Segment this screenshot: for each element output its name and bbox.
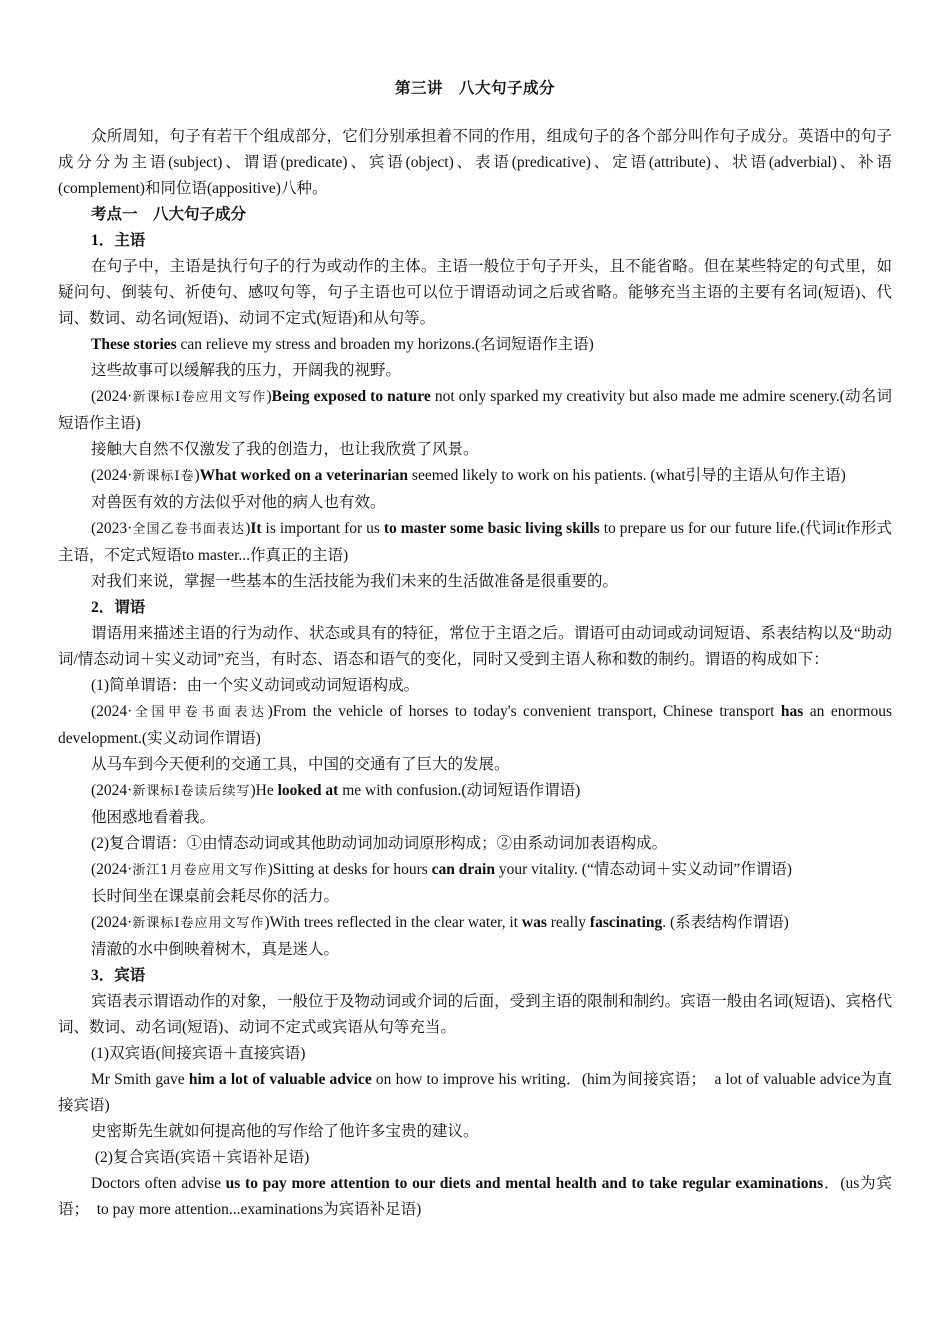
- example-text: With trees reflected in the clear water, it: [269, 914, 522, 931]
- example-text: Mr Smith gave: [91, 1071, 189, 1088]
- bold-phrase: fascinating: [589, 914, 663, 931]
- source-open: (2024·: [91, 782, 133, 799]
- predicate-example-1: [58, 699, 892, 752]
- bold-phrase: These stories: [91, 336, 177, 353]
- source-close: ): [264, 914, 270, 931]
- example-text: to prepare us for our future life.(代词it作形式主语，不定式短语to master...作真正的主语): [58, 520, 892, 564]
- example-text: really: [546, 914, 590, 931]
- subject-example-1: [58, 332, 892, 358]
- subject-example-3: [58, 463, 892, 490]
- predicate-example-3-translation: 长时间坐在课桌前会耗尽你的活力。: [91, 888, 340, 905]
- document-page: [58, 76, 892, 1223]
- bold-phrase: him a lot of valuable advice: [188, 1071, 372, 1088]
- source-label: 全国甲卷书面表达: [132, 705, 268, 720]
- source-label: 新课标Ⅰ卷: [132, 469, 195, 484]
- predicate-example-4-translation: 清澈的水中倒映着树木，真是迷人。: [91, 941, 340, 958]
- bold-phrase: What worked on a veterinarian: [199, 467, 409, 484]
- predicate-sub-1: (1)简单谓语：由一个实义动词或动词短语构成。: [91, 677, 420, 694]
- subject-example-2-translation: 接触大自然不仅激发了我的创造力，也让我欣赏了风景。: [91, 441, 479, 458]
- bold-phrase: to master some basic living skills: [383, 520, 600, 537]
- example-text: He: [255, 782, 278, 799]
- example-text: From the vehicle of horses to today's convenient transport, Chinese transport: [272, 703, 781, 720]
- bold-phrase: It: [250, 520, 262, 537]
- example-text: on how to improve his writing．(him为间接宾语； a lot of valuable advice为直接宾语): [58, 1071, 892, 1114]
- source-label: 全国乙卷书面表达: [132, 522, 246, 537]
- example-text: Sitting at desks for hours: [272, 861, 432, 878]
- predicate-description: 谓语用来描述主语的行为动作、状态或具有的特征，常位于主语之后。谓语可由动词或动词短语、系表结构以及“助动词/情态动词＋实义动词”充当，有时态、语态和语气的变化，同时又受到主语人称和数的制约。谓语的构成如下：: [58, 625, 892, 668]
- source-label: 浙江1月卷应用文写作: [132, 863, 268, 878]
- source-close: ): [194, 467, 200, 484]
- source-close: ): [250, 782, 256, 799]
- section-predicate-heading: 2．谓语: [91, 599, 146, 616]
- example-text: an enormous development.(实义动词作谓语): [58, 703, 892, 747]
- source-label: 新课标Ⅰ卷应用文写作: [132, 916, 265, 931]
- example-text: Doctors often advise: [91, 1175, 226, 1192]
- subject-example-3-translation: 对兽医有效的方法似乎对他的病人也有效。: [91, 494, 386, 511]
- predicate-example-2: [58, 778, 892, 805]
- example-text: . (系表结构作谓语): [662, 914, 789, 931]
- source-close: ): [267, 861, 273, 878]
- object-example-1-translation: 史密斯先生就如何提高他的写作给了他许多宝贵的建议。: [91, 1123, 479, 1140]
- predicate-example-1-translation: 从马车到今天便利的交通工具，中国的交通有了巨大的发展。: [91, 756, 510, 773]
- source-open: (2024·: [91, 388, 133, 405]
- source-label: 新课标Ⅰ卷应用文写作: [132, 390, 267, 405]
- subject-description: 在句子中，主语是执行句子的行为或动作的主体。主语一般位于句子开头，且不能省略。但在某些特定的句式里，如疑问句、倒装句、祈使句、感叹句等，句子主语也可以位于谓语动词之后或省略。能够充当主语的主要有名词(短语)、代词、数词、动名词(短语)、动词不定式(短语)和从句等。: [58, 258, 892, 327]
- source-open: (2023·: [91, 520, 133, 537]
- subject-example-4: [58, 516, 892, 569]
- bold-phrase: looked at: [277, 782, 339, 799]
- example-text: me with confusion.(动词短语作谓语): [338, 782, 581, 799]
- source-label: 新课标Ⅰ卷读后续写: [132, 784, 251, 799]
- subject-example-2: [58, 384, 892, 437]
- example-text: can relieve my stress and broaden my horizons.(名词短语作主语): [176, 336, 594, 353]
- bold-phrase: can drain: [431, 861, 495, 878]
- page-title: 第三讲 八大句子成分: [394, 80, 555, 97]
- predicate-example-2-translation: 他困惑地看着我。: [91, 809, 216, 826]
- section-object-heading: 3．宾语: [91, 967, 146, 984]
- subject-example-4-translation: 对我们来说，掌握一些基本的生活技能为我们未来的生活做准备是很重要的。: [91, 573, 619, 590]
- subject-example-1-translation: 这些故事可以缓解我的压力，开阔我的视野。: [91, 362, 402, 379]
- bold-phrase: Being exposed to nature: [271, 388, 431, 405]
- source-close: ): [266, 388, 272, 405]
- object-sub-2: (2)复合宾语(宾语＋宾语补足语): [91, 1149, 310, 1166]
- intro-paragraph: 众所周知，句子有若干个组成部分，它们分别承担着不同的作用，组成句子的各个部分叫作句子成分。英语中的句子成分分为主语(subject)、谓语(predicate)、宾语(object)、表语(predicative)、定语(attribute)、状语(adverbial)、补语(complement)和同位语(appositive)八种。: [58, 128, 892, 197]
- source-open: (2024·: [91, 861, 133, 878]
- source-close: ): [245, 520, 251, 537]
- example-text: ．(us为宾语； to pay more attention...examinations为宾语补足语): [58, 1175, 892, 1218]
- object-example-2: [58, 1171, 892, 1223]
- source-open: (2024·: [91, 467, 133, 484]
- section-subject-heading: 1．主语: [91, 232, 146, 249]
- source-open: (2024·: [91, 914, 133, 931]
- kaodian-heading: 考点一 八大句子成分: [91, 206, 247, 223]
- example-text: your vitality. (“情态动词＋实义动词”作谓语): [494, 861, 792, 878]
- example-text: is important for us: [261, 520, 384, 537]
- example-text: not only sparked my creativity but also made me admire scenery.(动名词短语作主语): [58, 388, 892, 432]
- bold-phrase: has: [780, 703, 804, 720]
- object-example-1: [58, 1067, 892, 1119]
- bold-phrase: us to pay more attention to our diets and mental health and to take regular examinations: [225, 1175, 824, 1192]
- object-description: 宾语表示谓语动作的对象，一般位于及物动词或介词的后面，受到主语的限制和制约。宾语一般由名词(短语)、宾格代词、数词、动名词(短语)、动词不定式或宾语从句等充当。: [58, 993, 892, 1036]
- source-close: ): [267, 703, 273, 720]
- predicate-example-4: [58, 910, 892, 937]
- example-text: seemed likely to work on his patients. (what引导的主语从句作主语): [408, 467, 846, 484]
- bold-phrase: was: [521, 914, 547, 931]
- predicate-sub-2: (2)复合谓语：①由情态动词或其他助动词加动词原形构成；②由系动词加表语构成。: [91, 835, 668, 852]
- source-open: (2024·: [91, 703, 133, 720]
- predicate-example-3: [58, 857, 892, 884]
- object-sub-1: (1)双宾语(间接宾语＋直接宾语): [91, 1045, 306, 1062]
